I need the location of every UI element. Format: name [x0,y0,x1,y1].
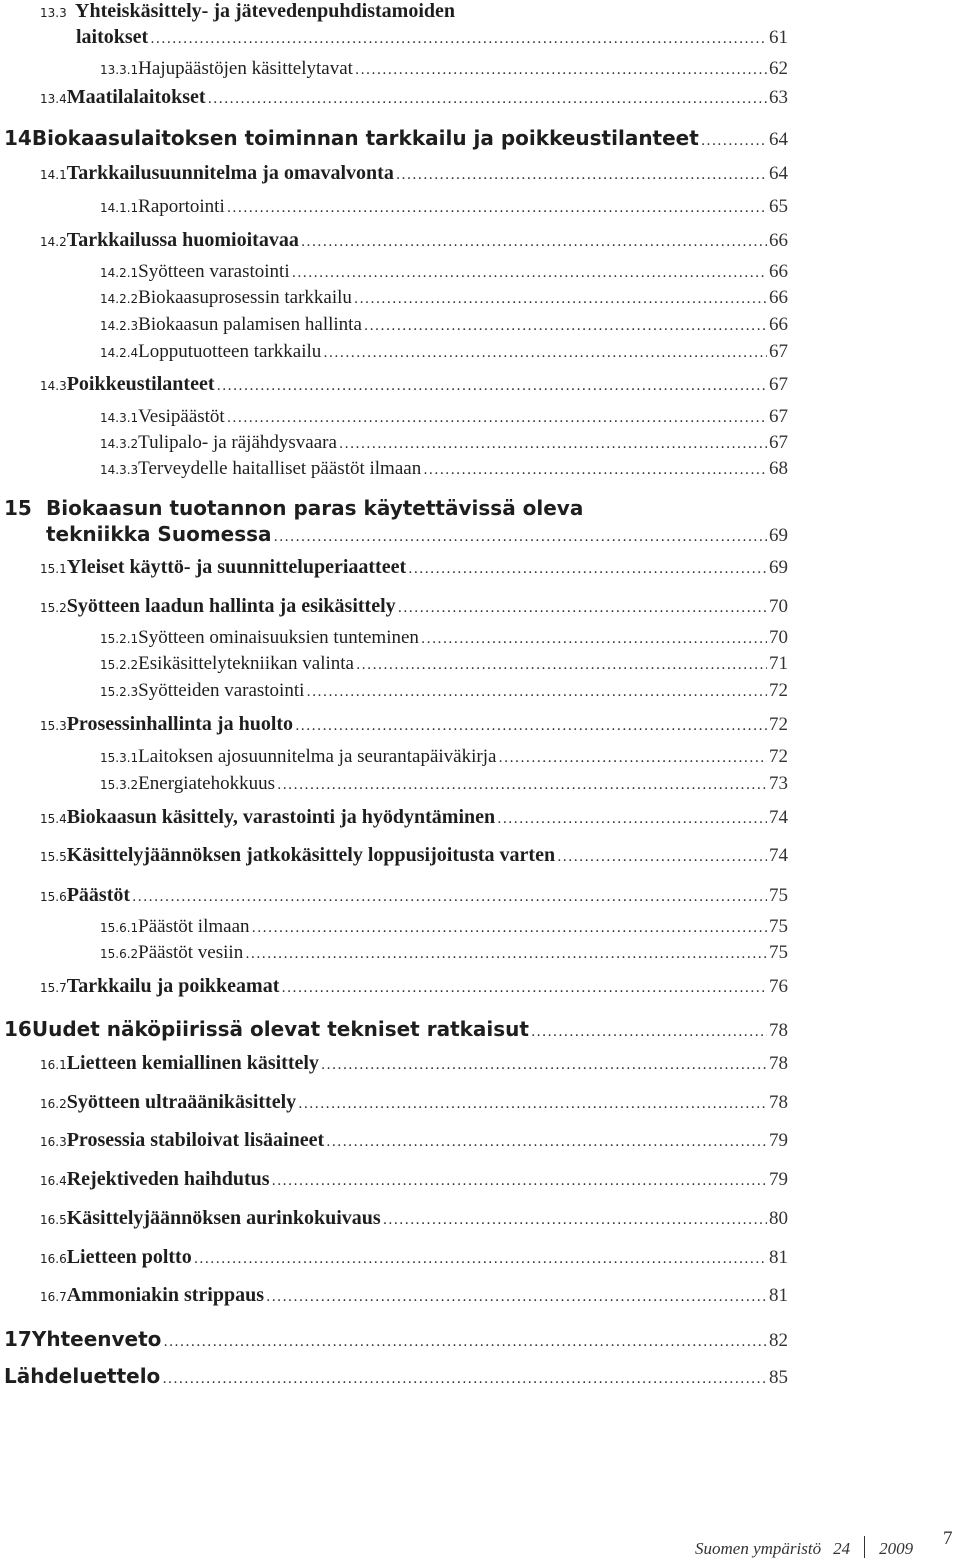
toc-entry-14-2-4[interactable] [0,341,788,369]
toc-number: 15.4 [40,812,67,826]
dot-leader [150,31,767,47]
toc-title: Lähdeluettelo [4,1364,161,1388]
toc-number: 14.3.1 [100,411,139,425]
dot-leader [306,684,767,700]
toc-number: 15.2 [40,601,67,615]
toc-page: 66 [769,287,788,308]
toc-entry-16-5[interactable] [0,1207,788,1235]
toc-entry-16-2[interactable] [0,1091,788,1119]
toc-entry-15-2[interactable] [0,595,788,623]
toc-entry-16-1[interactable] [0,1052,788,1080]
toc-number: 15.6.1 [100,921,139,935]
toc-number: 14.1 [40,168,67,182]
page-number: 7 [943,1528,953,1549]
toc-page: 64 [769,163,788,184]
toc-page: 67 [769,406,788,427]
toc-title: Päästöt ilmaan [138,916,250,937]
toc-entry-14-1-1[interactable] [0,196,788,224]
dot-leader [355,62,767,78]
toc-page: 85 [769,1367,788,1388]
dot-leader [292,265,767,281]
toc-entry-14-2-3[interactable] [0,314,788,342]
toc-title: Poikkeustilanteet [66,373,215,395]
toc-title: Käsittelyjäännöksen aurinkokuivaus [66,1207,381,1229]
toc-page: 80 [769,1208,788,1229]
dot-leader [354,291,767,307]
toc-number: 13.4 [40,92,67,106]
toc-title: Lopputuotteen tarkkailu [138,341,322,362]
toc-entry-13-4[interactable] [0,86,788,114]
toc-page: 78 [769,1020,788,1041]
toc-number: 14.2.1 [100,266,139,280]
toc-number: 14.1.1 [100,201,139,215]
toc-number: 15.7 [40,981,67,995]
toc-page: 81 [769,1247,788,1268]
toc-number: 15.6.2 [100,947,139,961]
toc-title: Päästöt [66,884,131,906]
toc-page: 75 [769,885,788,906]
toc-entry-15-6[interactable] [0,884,788,912]
toc-number: 15.1 [40,562,67,576]
toc-page: 68 [769,458,788,479]
toc-entry-references[interactable] [0,1364,788,1392]
toc-title: Energiatehokkuus [138,773,276,794]
toc-number: 15 [4,496,32,520]
toc-title: Biokaasuprosessin tarkkailu [138,287,352,308]
dot-leader [323,345,767,361]
toc-number: 14.2.2 [100,292,139,306]
toc-title: Hajupäästöjen käsittelytavat [138,58,353,79]
toc-entry-15-6-2[interactable] [0,942,788,970]
dot-leader [497,811,767,827]
toc-number: 15.2.3 [100,685,139,699]
toc-title-cont: tekniikka Suomessa [46,522,272,546]
toc-number: 14.2.3 [100,319,139,333]
toc-number: 15.3.2 [100,778,139,792]
toc-page: 66 [769,314,788,335]
toc-title: Maatilalaitokset [66,86,206,108]
toc-title: Biokaasun käsittely, varastointi ja hyödyntäminen [66,806,496,828]
toc-entry-16[interactable] [0,1017,788,1045]
toc-title: Syötteen ominaisuuksien tunteminen [138,627,419,648]
toc-entry-16-4[interactable] [0,1168,788,1196]
toc-page: 62 [769,58,788,79]
toc-number: 15.3 [40,719,67,733]
toc-entry-15-6-1[interactable] [0,916,788,944]
toc-entry-15[interactable] [0,496,788,524]
toc-number: 15.2.2 [100,658,139,672]
dot-leader [277,777,767,793]
toc-title: Syötteen varastointi [138,261,290,282]
toc-title: Yhteenveto [31,1327,162,1351]
dot-leader [398,600,767,616]
toc-page: 75 [769,916,788,937]
toc-title: Tarkkailusuunnitelma ja omavalvonta [66,162,394,184]
toc-entry-14-2-2[interactable] [0,287,788,315]
toc-page: 69 [769,525,788,546]
toc-entry-14[interactable] [0,126,788,154]
toc-page: 74 [769,807,788,828]
dot-leader [298,1096,767,1112]
toc-entry-15-2-1[interactable] [0,627,788,655]
dot-leader [339,436,767,452]
toc-page: 63 [769,87,788,108]
toc-page: 67 [769,432,788,453]
toc-entry-14-3-3[interactable] [0,458,788,486]
dot-leader [531,1024,767,1040]
toc-entry-15-3[interactable] [0,713,788,741]
toc-page: 73 [769,773,788,794]
toc-title: Uudet näköpiirissä olevat tekniset ratkaisut [31,1017,529,1041]
toc-number: 16 [4,1017,32,1041]
toc-number: 15.5 [40,850,67,864]
toc-number: 15.6 [40,890,67,904]
toc-page: 70 [769,596,788,617]
toc-number: 13.3 [40,6,67,20]
publication-name: Suomen ympäristö [695,1539,822,1558]
toc-entry-16-3[interactable] [0,1129,788,1157]
publication-year: 2009 [879,1539,914,1558]
toc-title-cont: laitokset [76,26,149,48]
toc-title: Tulipalo- ja räjähdysvaara [138,432,337,453]
dot-leader [217,378,768,394]
toc-entry-15-2-2[interactable] [0,653,788,681]
toc-page: 71 [769,653,788,674]
toc-number: 14.2.4 [100,346,139,360]
toc-title: Biokaasun tuotannon paras käytettävissä oleva [46,496,584,520]
toc-title: Prosessia stabiloivat lisäaineet [66,1129,325,1151]
dot-leader [356,657,767,673]
toc-page: 78 [769,1053,788,1074]
toc-entry-14-2[interactable] [0,229,788,257]
toc-page: 64 [769,129,788,150]
toc-title: Syötteiden varastointi [138,680,305,701]
toc-entry-14-2-1[interactable] [0,261,788,289]
toc-entry-16-6[interactable] [0,1246,788,1274]
toc-title: Tarkkailussa huomioitavaa [66,229,299,251]
dot-leader [396,167,767,183]
dot-leader [245,946,767,962]
toc-title: Yhteiskäsittely- ja jätevedenpuhdistamoiden [75,0,456,22]
dot-leader [383,1212,767,1228]
dot-leader [272,1173,767,1189]
toc-title: Ammoniakin strippaus [66,1284,264,1306]
toc-number: 16.4 [40,1174,67,1188]
dot-leader [274,529,767,545]
toc-number: 14.3.2 [100,437,139,451]
toc-number: 14 [4,126,32,150]
dot-leader [194,1251,767,1267]
toc-title: Biokaasulaitoksen toiminnan tarkkailu ja poikkeustilanteet [31,126,699,150]
toc-number: 13.3.1 [100,63,139,77]
toc-number: 16.7 [40,1290,67,1304]
dot-leader [326,1134,767,1150]
toc-entry-15-4[interactable] [0,806,788,834]
dot-leader [163,1334,767,1350]
toc-title: Terveydelle haitalliset päästöt ilmaan [138,458,422,479]
dot-leader [162,1371,767,1387]
toc-page: 72 [769,680,788,701]
toc-page: 76 [769,976,788,997]
toc-entry-13-3[interactable] [0,0,788,28]
toc-entry-15-3-1[interactable] [0,746,788,774]
dot-leader [498,750,767,766]
dot-leader [208,91,767,107]
toc-title: Syötteen ultraäänikäsittely [66,1091,297,1113]
toc-page: 66 [769,230,788,251]
toc-title: Tarkkailu ja poikkeamat [66,975,280,997]
toc-page: 61 [769,27,788,48]
toc-entry-17[interactable] [0,1327,788,1355]
toc-entry-15-2-3[interactable] [0,680,788,708]
toc-title: Päästöt vesiin [138,942,244,963]
toc-entry-14-3-1[interactable] [0,406,788,434]
toc-page: 74 [769,845,788,866]
toc-entry-15-cont[interactable] [0,522,788,550]
toc-title: Rejektiveden haihdutus [66,1168,270,1190]
toc-number: 14.2 [40,235,67,249]
toc-entry-14-1[interactable] [0,162,788,190]
toc-number: 15.2.1 [100,632,139,646]
toc-page: 72 [769,746,788,767]
toc-entry-14-3[interactable] [0,373,788,401]
toc-number: 16.5 [40,1213,67,1227]
toc-number: 17 [4,1327,32,1351]
toc-page: 79 [769,1169,788,1190]
dot-leader [227,410,767,426]
dot-leader [295,718,767,734]
toc-entry-15-3-2[interactable] [0,773,788,801]
dot-leader [227,200,767,216]
toc-entry-13-3-1[interactable] [0,58,788,86]
toc-page: 65 [769,196,788,217]
toc-page: 66 [769,261,788,282]
toc-entry-14-3-2[interactable] [0,432,788,460]
toc-title: Prosessinhallinta ja huolto [66,713,294,735]
toc-title: Laitoksen ajosuunnitelma ja seurantapäiväkirja [138,746,497,767]
dot-leader [423,462,767,478]
toc-page: 67 [769,374,788,395]
dot-leader [557,849,767,865]
dot-leader [132,889,767,905]
toc-page: 69 [769,557,788,578]
toc-entry-15-1[interactable] [0,556,788,584]
dot-leader [408,561,767,577]
dot-leader [266,1289,767,1305]
toc-page: 82 [769,1330,788,1351]
toc-entry-15-7[interactable] [0,975,788,1003]
dot-leader [281,980,767,996]
toc-page: 78 [769,1092,788,1113]
toc-number: 15.3.1 [100,751,139,765]
dot-leader [301,234,767,250]
toc-title: Esikäsittelytekniikan valinta [138,653,354,674]
toc-page: 67 [769,341,788,362]
toc-title: Raportointi [138,196,225,217]
toc-number: 14.3 [40,379,67,393]
toc-entry-15-5[interactable] [0,844,788,872]
toc-number: 16.2 [40,1097,67,1111]
toc-title: Biokaasun palamisen hallinta [138,314,362,335]
dot-leader [252,920,767,936]
dot-leader [421,631,767,647]
issue-number: 24 [833,1539,851,1558]
toc-title: Lietteen kemiallinen käsittely [66,1052,319,1074]
toc-number: 16.3 [40,1135,67,1149]
toc-page: 75 [769,942,788,963]
toc-number: 16.6 [40,1252,67,1266]
toc-number: 16.1 [40,1058,67,1072]
dot-leader [321,1057,767,1073]
toc-title: Vesipäästöt [138,406,225,427]
dot-leader [364,318,767,334]
toc-title: Yleiset käyttö- ja suunnitteluperiaatteet [66,556,407,578]
dot-leader [701,133,767,149]
toc-title: Syötteen laadun hallinta ja esikäsittely [66,595,396,617]
toc-entry-16-7[interactable] [0,1284,788,1312]
toc-page: 79 [769,1130,788,1151]
toc-title: Käsittelyjäännöksen jatkokäsittely loppusijoitusta varten [66,844,556,866]
footer-divider [864,1536,865,1558]
toc-title: Lietteen poltto [66,1246,192,1268]
page-footer [695,1532,913,1559]
toc-page: 72 [769,714,788,735]
toc-page: 70 [769,627,788,648]
toc-entry-13-3-cont[interactable] [0,26,788,54]
toc-number: 14.3.3 [100,463,139,477]
toc-page: 81 [769,1285,788,1306]
